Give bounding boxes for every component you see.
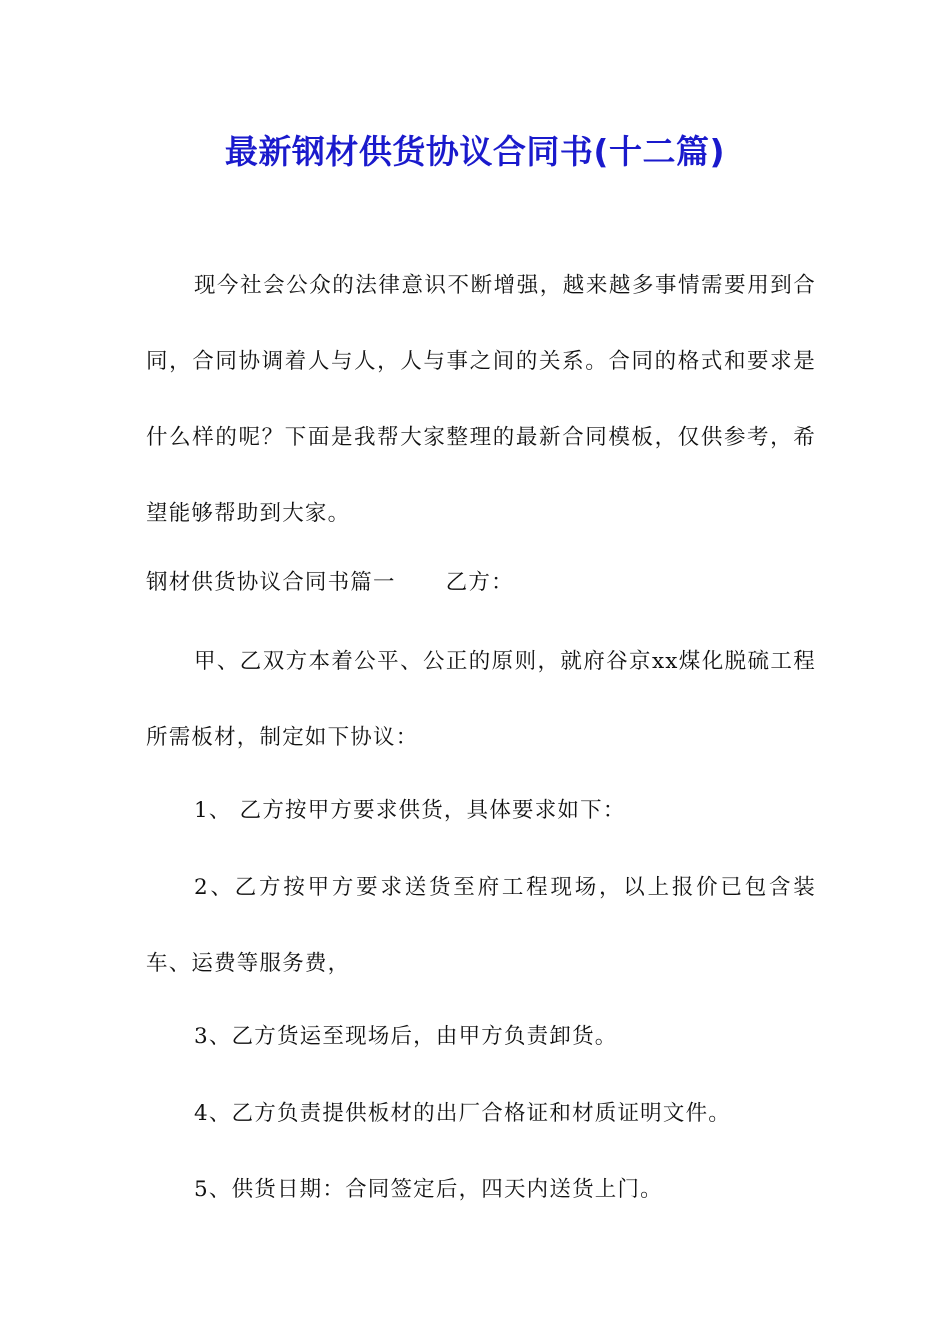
section-heading: 钢材供货协议合同书篇一 [146, 570, 396, 595]
section-heading-line [146, 545, 816, 621]
party-b-label: 乙方： [445, 570, 514, 595]
clause-item-3: 3、乙方货运至现场后，由甲方负责卸货。 [194, 1024, 618, 1049]
clause-item-4: 4、乙方负责提供板材的出厂合格证和材质证明文件。 [194, 1101, 731, 1126]
clause-intro-paragraph: 甲、乙双方本着公平、公正的原则，就府谷京xx煤化脱硫工程所需板材，制定如下协议： [146, 649, 816, 750]
intro-paragraph: 现今社会公众的法律意识不断增强，越来越多事情需要用到合同，合同协调着人与人，人与事之间的关系。合同的格式和要求是什么样的呢？下面是我帮大家整理的最新合同模板，仅供参考，希望能够帮助到大家。 [146, 273, 816, 526]
clause-item-2: 2、乙方按甲方要求送货至府工程现场，以上报价已包含装车、运费等服务费， [146, 875, 816, 976]
clause-item-5: 5、供货日期：合同签定后，四天内送货上门。 [194, 1177, 663, 1202]
clause-item-1: 1、 乙方按甲方要求供货，具体要求如下： [194, 798, 626, 823]
document-title: 最新钢材供货协议合同书(十二篇) [224, 132, 726, 171]
